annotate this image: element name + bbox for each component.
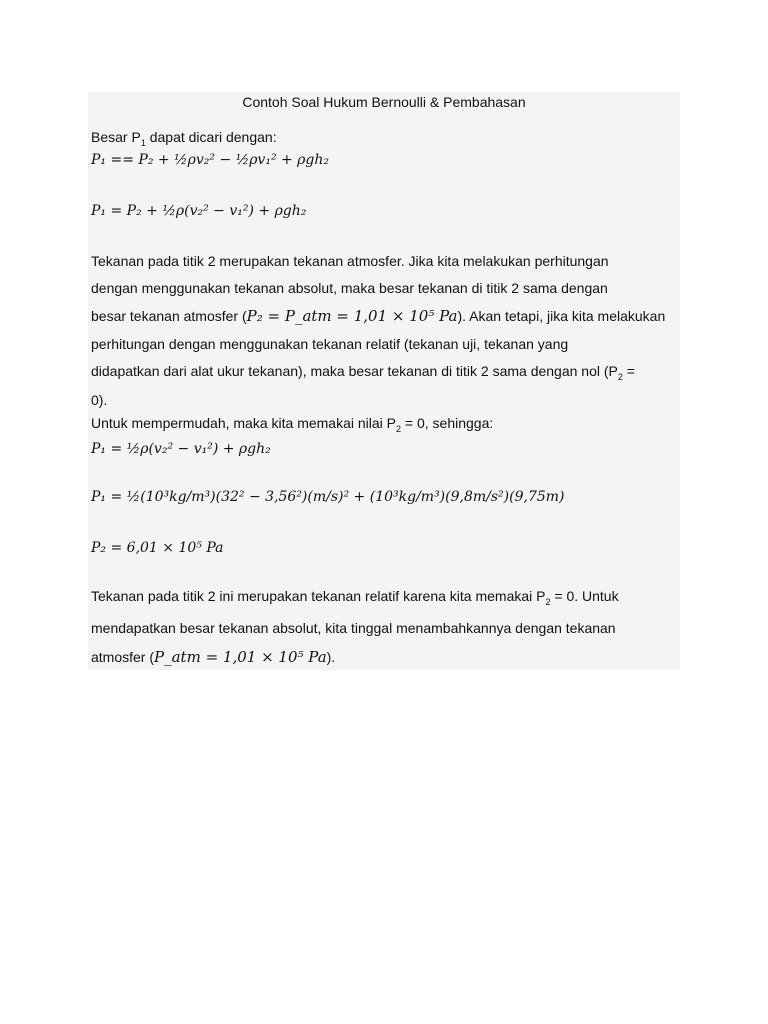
inline-equation: P_atm = 1,01 × 10⁵ Pa xyxy=(154,647,327,666)
simplify-line xyxy=(91,415,493,434)
paragraph-line xyxy=(91,642,677,672)
intro-line xyxy=(91,129,277,148)
paragraph-line: 0). xyxy=(91,391,108,408)
paragraph-line: perhitungan dengan menggunakan tekanan relatif (tekanan uji, tekanan yang xyxy=(91,336,569,352)
intro-subscript: 1 xyxy=(140,137,146,148)
equation-5: P₂ = 6,01 × 10⁵ Pa xyxy=(91,540,224,556)
paragraph-atmosphere xyxy=(91,248,677,410)
paragraph-text: didapatkan dari alat ukur tekanan), maka besar tekanan di titik 2 sama dengan nol (P xyxy=(91,362,618,379)
simplify-text: Untuk mempermudah, maka kita memakai nilai P xyxy=(91,415,397,431)
paragraph-subscript: 2 xyxy=(545,596,551,607)
paragraph-line xyxy=(91,301,677,331)
paragraph-text: = 0. Untuk xyxy=(550,588,619,604)
paragraph-subscript: 2 xyxy=(617,371,623,382)
inline-equation: P₂ = P_atm = 1,01 × 10⁵ Pa xyxy=(246,307,458,325)
document-title: Contoh Soal Hukum Bernoulli & Pembahasan xyxy=(242,94,526,110)
paragraph-text: = xyxy=(622,362,635,379)
paragraph-line: Tekanan pada titik 2 merupakan tekanan atmosfer. Jika kita melakukan perhitungan xyxy=(91,253,609,269)
simplify-subscript: 2 xyxy=(396,423,402,434)
simplify-text-end: = 0, sehingga: xyxy=(401,415,494,431)
intro-text: Besar P xyxy=(91,129,141,145)
paragraph-line: dengan menggunakan tekanan absolut, maka besar tekanan di titik 2 sama dengan xyxy=(91,279,608,296)
equation-2: P₁ = P₂ + ½ρ(v₂² − v₁²) + ρgh₂ xyxy=(91,203,307,219)
equation-1: P₁ == P₂ + ½ρv₂² − ½ρv₁² + ρgh₂ xyxy=(91,152,330,168)
paragraph-text: atmosfer ( xyxy=(91,648,155,665)
paragraph-line xyxy=(91,358,677,390)
paragraph-relative xyxy=(91,583,677,672)
equation-3: P₁ = ½ρ(v₂² − v₁²) + ρgh₂ xyxy=(91,441,271,457)
paragraph-text: besar tekanan atmosfer ( xyxy=(91,308,247,324)
intro-text-end: dapat dicari dengan: xyxy=(145,129,277,145)
paragraph-text: ). xyxy=(326,648,336,665)
paragraph-line xyxy=(91,583,677,615)
paragraph-line: mendapatkan besar tekanan absolut, kita tinggal menambahkannya dengan tekanan xyxy=(91,620,616,637)
paragraph-text: ). Akan tetapi, jika kita melakukan xyxy=(457,308,666,324)
document-page xyxy=(88,92,680,670)
equation-4: P₁ = ½(10³kg/m³)(32² − 3,56²)(m/s)² + (10³kg/m³)(9,8m/s²)(9,75m) xyxy=(91,489,565,505)
paragraph-text: Tekanan pada titik 2 ini merupakan tekanan relatif karena kita memakai P xyxy=(91,588,546,604)
